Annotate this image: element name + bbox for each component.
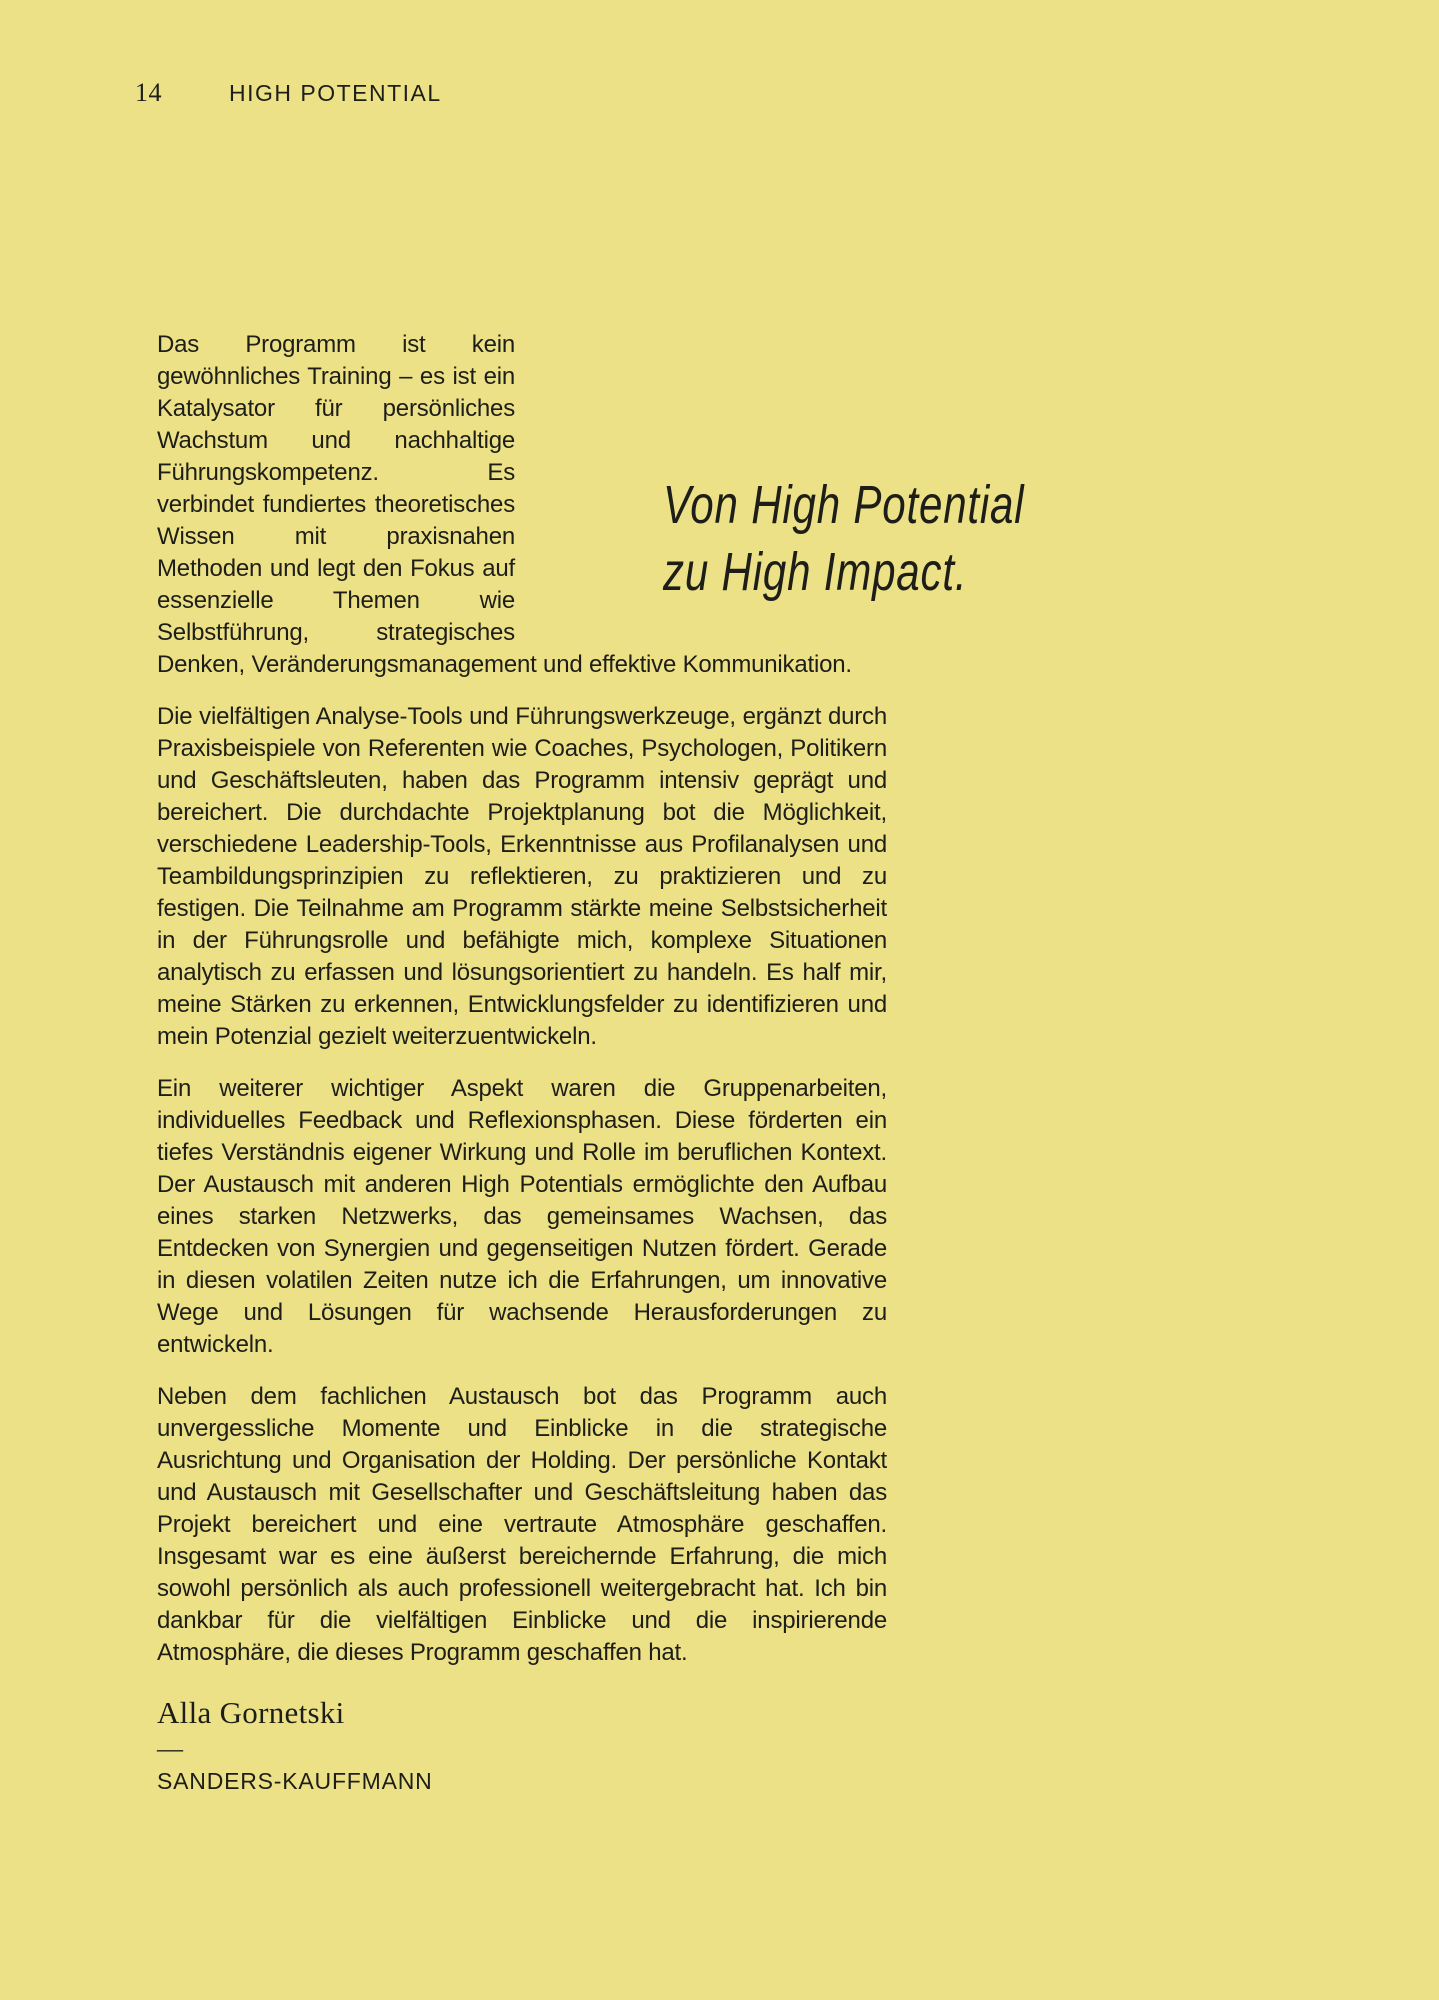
running-title: HIGH POTENTIAL xyxy=(229,80,442,106)
signature-company: SANDERS-KAUFFMANN xyxy=(157,1768,433,1794)
pull-quote-line-1: Von High Potential xyxy=(663,475,1025,535)
article-body xyxy=(157,329,887,1689)
signature-block xyxy=(157,1696,433,1794)
body-paragraph-1: Das Programm ist kein gewöhnliches Training – es ist ein Katalysator für persönliches Wachstum und nachhaltige Führungskompetenz. Es verbindet fundiertes theoretisches Wissen mit praxisnahen Methoden und legt den Fokus auf essenzielle Themen wie Selbstführung, strategisches Denken, Veränderungsmanagement und effektive Kommunikation. xyxy=(157,331,852,678)
pull-quote-line-2: zu High Impact. xyxy=(663,542,968,602)
page-header xyxy=(135,78,442,108)
page-number: 14 xyxy=(135,78,162,107)
body-paragraph-2: Die vielfältigen Analyse-Tools und Führungswerkzeuge, ergänzt durch Praxisbeispiele von Referenten wie Coaches, Psychologen, Politikern und Geschäftsleuten, haben das Programm intensiv geprägt und bereichert. Die durchdachte Projektplanung bot die Möglichkeit, verschiedene Leadership-Tools, Erkenntnisse aus Profilanalysen und Teambildungsprinzipien zu reflektieren, zu praktizieren und zu festigen. Die Teilnahme am Programm stärkte meine Selbstsicherheit in der Führungsrolle und befähigte mich, komplexe Situationen analytisch zu erfassen und lösungsorientiert zu handeln. Es half mir, meine Stärken zu erkennen, Entwicklungsfelder zu identifizieren und mein Potenzial gezielt weiterzuentwickeln. xyxy=(157,703,887,1050)
body-paragraph-3: Ein weiterer wichtiger Aspekt waren die Gruppenarbeiten, individuelles Feedback und Reflexionsphasen. Diese förderten ein tiefes Verständnis eigener Wirkung und Rolle im beruflichen Kontext. Der Austausch mit anderen High Potentials ermöglichte den Aufbau eines starken Netzwerks, das gemeinsames Wachsen, das Entdecken von Synergien und gegenseitigen Nutzen fördert. Gerade in diesen volatilen Zeiten nutze ich die Erfahrungen, um innovative Wege und Lösungen für wachsende Herausforderungen zu entwickeln. xyxy=(157,1075,887,1358)
body-paragraph-4: Neben dem fachlichen Austausch bot das Programm auch unvergessliche Momente und Einblicke in die strategische Ausrichtung und Organisation der Holding. Der persönliche Kontakt und Austausch mit Gesellschafter und Geschäftsleitung haben das Projekt bereichert und eine vertraute Atmosphäre geschaffen. Insgesamt war es eine äußerst bereichernde Erfahrung, die mich sowohl persönlich als auch professionell weitergebracht hat. Ich bin dankbar für die vielfältigen Einblicke und die inspirierende Atmosphäre, die dieses Programm geschaffen hat. xyxy=(157,1383,887,1666)
signature-name: Alla Gornetski xyxy=(157,1695,345,1730)
pull-quote-spacer xyxy=(515,457,887,637)
signature-divider: — xyxy=(157,1734,183,1763)
